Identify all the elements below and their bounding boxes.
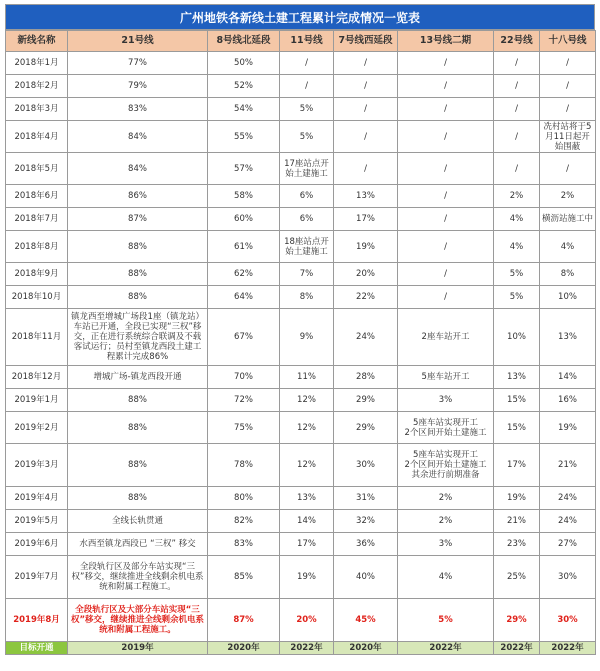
value-cell: 21% (540, 444, 596, 487)
value-cell: 30% (334, 444, 398, 487)
month-cell: 2018年4月 (6, 121, 68, 153)
value-cell: 5% (494, 286, 540, 309)
target-year-cell: 2019年 (68, 642, 208, 655)
value-cell: 88% (68, 412, 208, 444)
header-cell: 21号线 (68, 31, 208, 52)
value-cell: 24% (540, 510, 596, 533)
value-cell: 4% (398, 556, 494, 599)
value-cell: 88% (68, 263, 208, 286)
value-cell: 31% (334, 487, 398, 510)
value-cell: 5座车站实现开工 2个区间开始土建施工 其余进行前期准备 (398, 444, 494, 487)
value-cell: 30% (540, 599, 596, 642)
month-cell: 2019年2月 (6, 412, 68, 444)
value-cell: / (494, 153, 540, 185)
value-cell: / (540, 52, 596, 75)
month-cell: 2018年11月 (6, 309, 68, 366)
value-cell: 11% (280, 366, 334, 389)
value-cell: / (398, 153, 494, 185)
value-cell: 78% (208, 444, 280, 487)
value-cell: 4% (494, 231, 540, 263)
value-cell: 8% (540, 263, 596, 286)
month-cell: 2019年7月 (6, 556, 68, 599)
value-cell: 88% (68, 444, 208, 487)
month-cell: 2018年1月 (6, 52, 68, 75)
value-cell: 86% (68, 185, 208, 208)
value-cell: 70% (208, 366, 280, 389)
value-cell: 45% (334, 599, 398, 642)
table-row (6, 309, 596, 366)
table-row (6, 121, 596, 153)
month-cell: 2018年6月 (6, 185, 68, 208)
value-cell: 8% (280, 286, 334, 309)
value-cell: / (494, 52, 540, 75)
value-cell: 19% (494, 487, 540, 510)
value-cell: 19% (280, 556, 334, 599)
table-row (6, 153, 596, 185)
value-cell: 29% (334, 389, 398, 412)
header-cell: 十八号线 (540, 31, 596, 52)
value-cell: 84% (68, 121, 208, 153)
table-row (6, 556, 596, 599)
value-cell: 3% (398, 533, 494, 556)
value-cell: 29% (494, 599, 540, 642)
value-cell: 67% (208, 309, 280, 366)
value-cell: 57% (208, 153, 280, 185)
value-cell: / (398, 121, 494, 153)
value-cell: 2% (398, 510, 494, 533)
value-cell: 87% (208, 599, 280, 642)
value-cell: / (494, 98, 540, 121)
value-cell: 77% (68, 52, 208, 75)
value-cell: / (494, 121, 540, 153)
value-cell: 冼村站将于5月11日起开始围蔽 (540, 121, 596, 153)
value-cell: / (540, 98, 596, 121)
value-cell: 24% (334, 309, 398, 366)
value-cell: 36% (334, 533, 398, 556)
month-cell: 2019年5月 (6, 510, 68, 533)
value-cell: 23% (494, 533, 540, 556)
value-cell: 17% (280, 533, 334, 556)
value-cell: / (540, 75, 596, 98)
value-cell: 52% (208, 75, 280, 98)
value-cell: / (334, 153, 398, 185)
month-cell: 2018年2月 (6, 75, 68, 98)
value-cell: 18座站点开始土建施工 (280, 231, 334, 263)
value-cell: 13% (280, 487, 334, 510)
value-cell: 27% (540, 533, 596, 556)
value-cell: 10% (494, 309, 540, 366)
value-cell: / (398, 98, 494, 121)
target-year-cell: 2020年 (334, 642, 398, 655)
value-cell: / (334, 75, 398, 98)
progress-table (5, 30, 596, 655)
value-cell: 2座车站开工 (398, 309, 494, 366)
value-cell: 64% (208, 286, 280, 309)
value-cell: 55% (208, 121, 280, 153)
table-row (6, 185, 596, 208)
value-cell: 20% (280, 599, 334, 642)
target-year-cell: 2022年 (494, 642, 540, 655)
target-label: 目标开通 (6, 642, 68, 655)
value-cell: 5% (280, 121, 334, 153)
value-cell: 19% (540, 412, 596, 444)
value-cell: 40% (334, 556, 398, 599)
month-cell: 2018年8月 (6, 231, 68, 263)
header-cell: 11号线 (280, 31, 334, 52)
summary-sheet (5, 4, 595, 655)
value-cell: 10% (540, 286, 596, 309)
table-row (6, 533, 596, 556)
value-cell: 87% (68, 208, 208, 231)
value-cell: 横沥站施工中 (540, 208, 596, 231)
value-cell: 全线长轨贯通 (68, 510, 208, 533)
value-cell: 88% (68, 389, 208, 412)
table-title: 广州地铁各新线土建工程累计完成情况一览表 (5, 4, 595, 30)
header-row (6, 31, 596, 52)
value-cell: 88% (68, 286, 208, 309)
value-cell: 4% (540, 231, 596, 263)
value-cell: 2% (494, 185, 540, 208)
value-cell: 80% (208, 487, 280, 510)
value-cell: 83% (68, 98, 208, 121)
value-cell: 16% (540, 389, 596, 412)
value-cell: 全段轨行区及大部分车站实现“三权”移交，继续推进全线剩余机电系统和附属工程施工。 (68, 599, 208, 642)
value-cell: 水西至镇龙西段已 “三权” 移交 (68, 533, 208, 556)
value-cell: 82% (208, 510, 280, 533)
value-cell: / (280, 75, 334, 98)
value-cell: 20% (334, 263, 398, 286)
value-cell: 29% (334, 412, 398, 444)
value-cell: 13% (494, 366, 540, 389)
value-cell: 17% (494, 444, 540, 487)
value-cell: 12% (280, 389, 334, 412)
value-cell: 83% (208, 533, 280, 556)
value-cell: / (280, 52, 334, 75)
month-cell: 2019年1月 (6, 389, 68, 412)
value-cell: / (540, 153, 596, 185)
value-cell: 增城广场-镇龙西段开通 (68, 366, 208, 389)
value-cell: 12% (280, 412, 334, 444)
header-cell: 新线名称 (6, 31, 68, 52)
value-cell: 13% (334, 185, 398, 208)
table-row (6, 98, 596, 121)
table-row (6, 444, 596, 487)
value-cell: 24% (540, 487, 596, 510)
value-cell: 7% (280, 263, 334, 286)
target-year-cell: 2022年 (280, 642, 334, 655)
table-row (6, 510, 596, 533)
value-cell: 32% (334, 510, 398, 533)
value-cell: 22% (334, 286, 398, 309)
value-cell: 5座车站开工 (398, 366, 494, 389)
value-cell: 2% (540, 185, 596, 208)
target-year-cell: 2022年 (398, 642, 494, 655)
value-cell: 15% (494, 389, 540, 412)
target-row (6, 642, 596, 655)
value-cell: 25% (494, 556, 540, 599)
value-cell: 5% (398, 599, 494, 642)
month-cell: 2019年3月 (6, 444, 68, 487)
value-cell: 75% (208, 412, 280, 444)
table-row (6, 75, 596, 98)
value-cell: 88% (68, 231, 208, 263)
value-cell: 50% (208, 52, 280, 75)
header-cell: 8号线北延段 (208, 31, 280, 52)
month-cell: 2018年3月 (6, 98, 68, 121)
value-cell: / (334, 98, 398, 121)
table-row (6, 286, 596, 309)
value-cell: / (334, 52, 398, 75)
month-cell: 2018年12月 (6, 366, 68, 389)
value-cell: 21% (494, 510, 540, 533)
value-cell: 6% (280, 208, 334, 231)
value-cell: 6% (280, 185, 334, 208)
value-cell: 14% (540, 366, 596, 389)
value-cell: 9% (280, 309, 334, 366)
value-cell: 3% (398, 389, 494, 412)
target-year-cell: 2020年 (208, 642, 280, 655)
value-cell: 全段轨行区及部分车站实现“三权”移交，继续推进全线剩余机电系统和附属工程施工。 (68, 556, 208, 599)
table-row (6, 487, 596, 510)
value-cell: 61% (208, 231, 280, 263)
value-cell: 62% (208, 263, 280, 286)
value-cell: / (398, 208, 494, 231)
table-row (6, 208, 596, 231)
header-cell: 7号线西延段 (334, 31, 398, 52)
value-cell: 30% (540, 556, 596, 599)
table-row (6, 231, 596, 263)
table-row (6, 389, 596, 412)
value-cell: / (398, 231, 494, 263)
value-cell: / (398, 75, 494, 98)
value-cell: 79% (68, 75, 208, 98)
value-cell: 84% (68, 153, 208, 185)
value-cell: 72% (208, 389, 280, 412)
value-cell: 58% (208, 185, 280, 208)
month-cell: 2018年9月 (6, 263, 68, 286)
header-cell: 13号线二期 (398, 31, 494, 52)
target-year-cell: 2022年 (540, 642, 596, 655)
month-cell: 2019年8月 (6, 599, 68, 642)
value-cell: 54% (208, 98, 280, 121)
month-cell: 2019年6月 (6, 533, 68, 556)
value-cell: 85% (208, 556, 280, 599)
value-cell: 17% (334, 208, 398, 231)
table-row (6, 52, 596, 75)
month-cell: 2018年10月 (6, 286, 68, 309)
month-cell: 2019年4月 (6, 487, 68, 510)
value-cell: / (398, 185, 494, 208)
table-body (6, 52, 596, 655)
value-cell: 4% (494, 208, 540, 231)
value-cell: / (398, 52, 494, 75)
month-cell: 2018年7月 (6, 208, 68, 231)
value-cell: 2% (398, 487, 494, 510)
value-cell: 88% (68, 487, 208, 510)
value-cell: / (334, 121, 398, 153)
table-row (6, 599, 596, 642)
month-cell: 2018年5月 (6, 153, 68, 185)
value-cell: 5% (280, 98, 334, 121)
value-cell: 12% (280, 444, 334, 487)
value-cell: 镇龙西至增城广场段1座（镇龙站）车站已开通，全段已实现“三权”移交，正在进行系统综合联调及不载客试运行；员村至镇龙西段土建工程累计完成86% (68, 309, 208, 366)
value-cell: 14% (280, 510, 334, 533)
table-row (6, 366, 596, 389)
value-cell: 5% (494, 263, 540, 286)
value-cell: 15% (494, 412, 540, 444)
value-cell: 28% (334, 366, 398, 389)
value-cell: 60% (208, 208, 280, 231)
value-cell: / (398, 263, 494, 286)
header-cell: 22号线 (494, 31, 540, 52)
value-cell: 17座站点开始土建施工 (280, 153, 334, 185)
value-cell: / (398, 286, 494, 309)
value-cell: 13% (540, 309, 596, 366)
table-row (6, 412, 596, 444)
value-cell: / (494, 75, 540, 98)
value-cell: 5座车站实现开工 2个区间开始土建施工 (398, 412, 494, 444)
table-row (6, 263, 596, 286)
value-cell: 19% (334, 231, 398, 263)
